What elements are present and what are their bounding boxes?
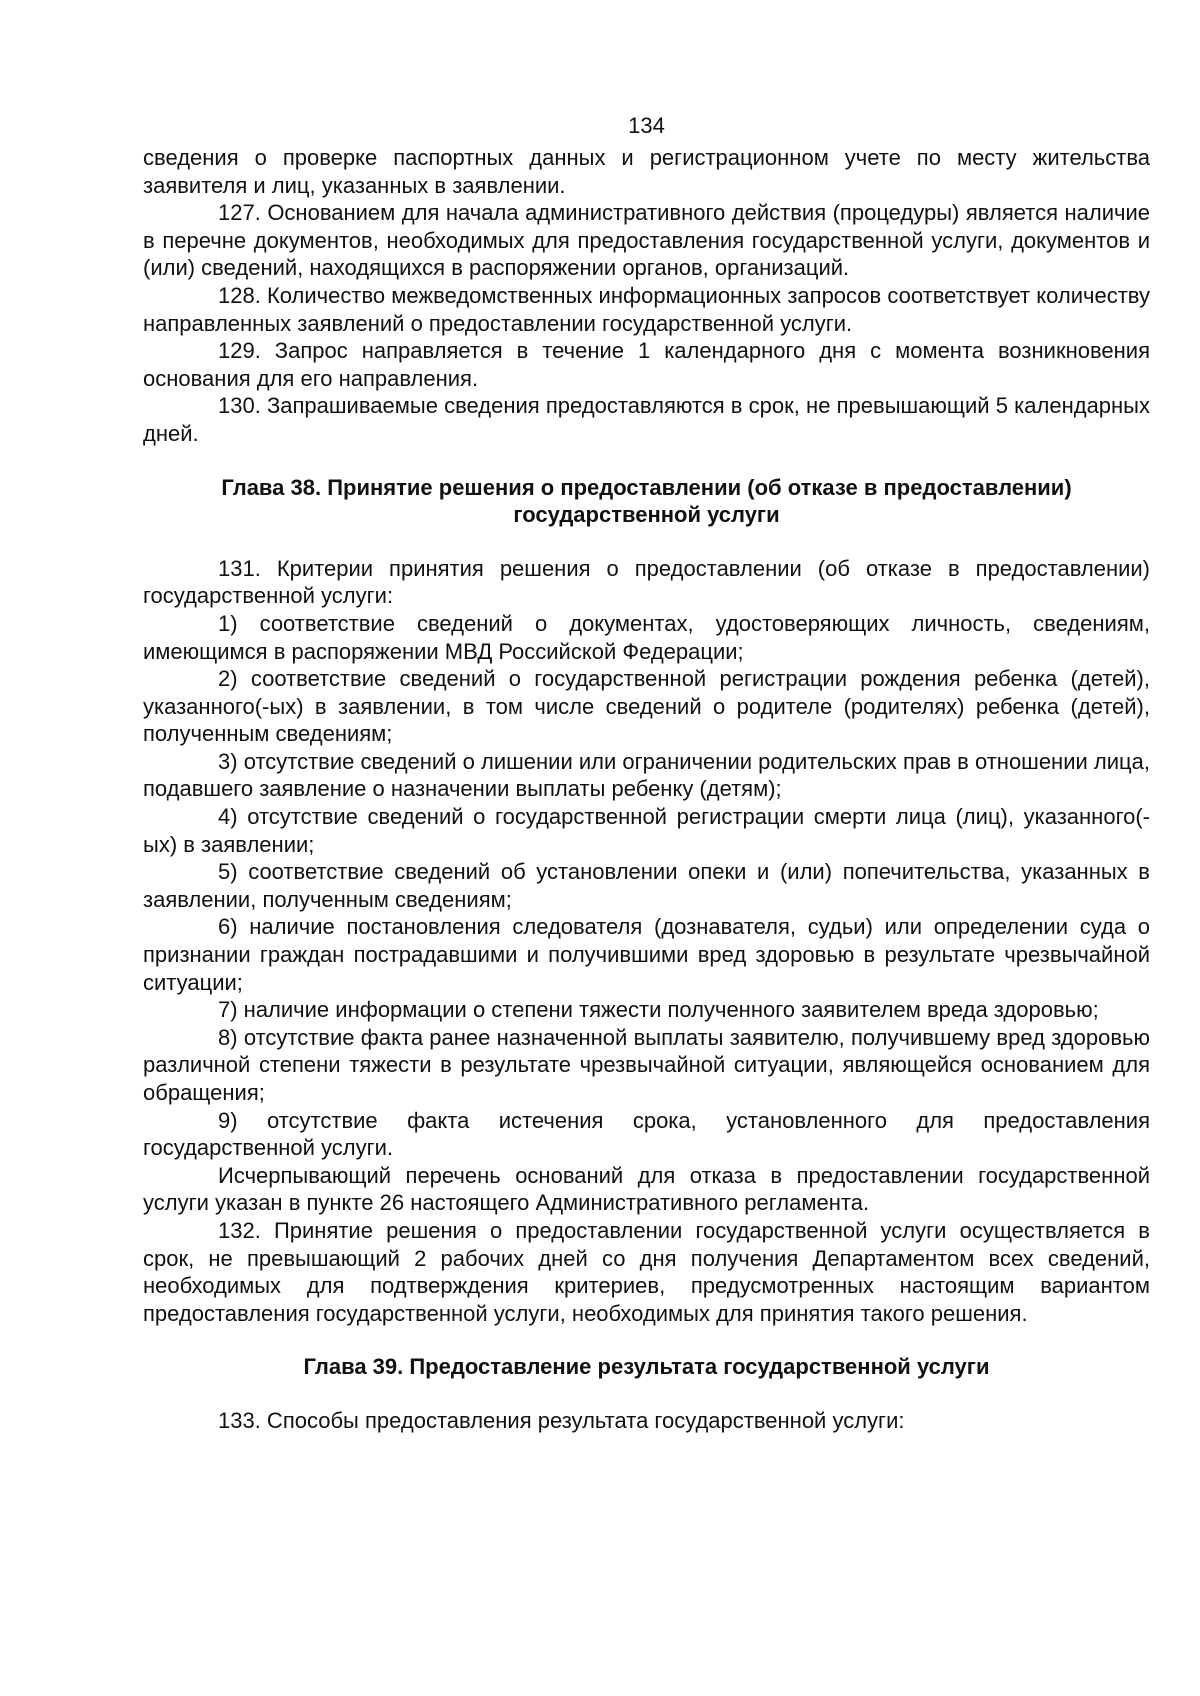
paragraph-129: 129. Запрос направляется в течение 1 календарного дня с момента возникновения основания для его направления. [143, 338, 1150, 391]
spacer [143, 1327, 1150, 1353]
page-number: 134 [628, 113, 665, 138]
paragraph-131: 131. Критерии принятия решения о предоставлении (об отказе в предоставлении) государственной услуги: [143, 555, 1150, 609]
refusal-grounds-paragraph: Исчерпывающий перечень оснований для отказа в предоставлении государственной услуги указан в пункте 26 настоящего Административного регламента. [143, 1162, 1150, 1216]
criterion-7: 7) наличие информации о степени тяжести полученного заявителем вреда здоровью; [218, 997, 1099, 1023]
criterion-5: 5) соответствие сведений об установлении опеки и (или) попечительства, указанных в заявлении, полученным сведениям; [143, 859, 1150, 912]
paragraph-130: 130. Запрашиваемые сведения предоставляются в срок, не превышающий 5 календарных дней. [143, 393, 1150, 446]
spacer [143, 448, 1150, 474]
paragraph: сведения о проверке паспортных данных и регистрационном учете по месту жительства заявителя и лиц, указанных в заявлении. [143, 145, 1150, 198]
criterion-4: 4) отсутствие сведений о государственной регистрации смерти лица (лиц), указанного(-ых) в заявлении; [143, 804, 1150, 857]
spacer [143, 1381, 1150, 1407]
criterion-6: 6) наличие постановления следователя (дознавателя, судьи) или определении суда о признании граждан пострадавшими и получившими вред здоровью в результате чрезвычайной ситуации; [143, 914, 1150, 995]
spacer [143, 529, 1150, 555]
criterion-3: 3) отсутствие сведений о лишении или ограничении родительских прав в отношении лица, подавшего заявление о назначении выплаты ребенку (детям); [143, 748, 1150, 802]
chapter-38-heading: Глава 38. Принятие решения о предоставлении (об отказе в предоставлении) государственной услуги [221, 474, 1072, 528]
chapter-39-heading: Глава 39. Предоставление результата государственной услуги [303, 1354, 990, 1380]
criterion-8: 8) отсутствие факта ранее назначенной выплаты заявителю, получившему вред здоровью различной степени тяжести в результате чрезвычайной ситуации, являющейся основанием для обращения; [143, 1024, 1150, 1105]
paragraph-127: 127. Основанием для начала административного действия (процедуры) является наличие в перечне документов, необходимых для предоставления государственной услуги, документов и (или) сведений, находящихся в распоряжении органов, организаций. [143, 200, 1150, 281]
criterion-1: 1) соответствие сведений о документах, удостоверяющих личность, сведениям, имеющимся в распоряжении МВД Российской Федерации; [143, 610, 1150, 664]
criterion-9: 9) отсутствие факта истечения срока, установленного для предоставления государственной услуги. [143, 1107, 1150, 1161]
criterion-2: 2) соответствие сведений о государственной регистрации рождения ребенка (детей), указанного(-ых) в заявлении, в том числе сведений о родителе (родителях) ребенка (детей), полученным сведениям; [143, 666, 1150, 747]
paragraph-132: 132. Принятие решения о предоставлении государственной услуги осуществляется в срок, не превышающий 2 рабочих дней со дня получения Департаментом всех сведений, необходимых для подтверждения критериев, предусмотренных настоящим вариантом предоставления государственной услуги, необходимых для принятия такого решения. [143, 1217, 1150, 1326]
paragraph-128: 128. Количество межведомственных информационных запросов соответствует количеству направленных заявлений о предоставлении государственной услуги. [143, 282, 1150, 336]
paragraph-133: 133. Способы предоставления результата государственной услуги: [218, 1407, 905, 1433]
